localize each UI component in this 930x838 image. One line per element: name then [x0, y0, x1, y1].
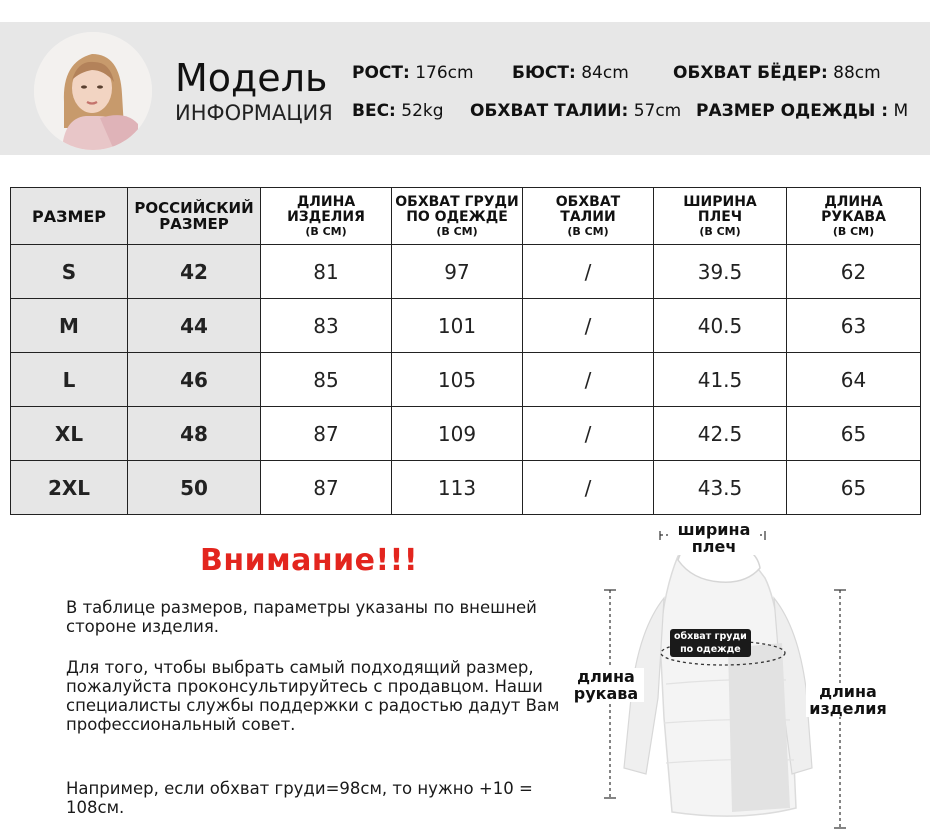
size-chart-table: [10, 187, 921, 515]
model-title: Модель: [175, 56, 328, 100]
stat-bust: БЮСТ: 84cm: [512, 63, 629, 83]
cell-shoulder: 42.5: [654, 407, 787, 461]
cell-length: 87: [261, 461, 392, 515]
cell-size: 2XL: [11, 461, 128, 515]
table-row: [11, 461, 921, 515]
cell-size: L: [11, 353, 128, 407]
cell-waist: /: [523, 299, 654, 353]
measurement-diagram: [560, 518, 930, 838]
model-avatar: [34, 32, 152, 150]
header-size: РАЗМЕР: [11, 188, 128, 245]
table-header-row: [11, 188, 921, 245]
cell-waist: /: [523, 461, 654, 515]
cell-chest: 101: [392, 299, 523, 353]
cell-size: M: [11, 299, 128, 353]
cell-waist: /: [523, 245, 654, 299]
cell-shoulder: 43.5: [654, 461, 787, 515]
cell-length: 85: [261, 353, 392, 407]
label-garment-length: длина изделия: [806, 683, 890, 717]
notice-paragraph-2: Для того, чтобы выбрать самый подходящий размер, пожалуйста проконсультируйтесь с продавцом. Наши специалисты службы поддержки с радостью дадут Вам профессиональный совет.: [66, 658, 560, 734]
cell-length: 81: [261, 245, 392, 299]
cell-length: 83: [261, 299, 392, 353]
header-waist: ОБХВАТ ТАЛИИ (В СМ): [523, 188, 654, 245]
cell-sleeve: 63: [787, 299, 921, 353]
cell-size: S: [11, 245, 128, 299]
table-row: [11, 299, 921, 353]
attention-heading: Внимание!!!: [200, 543, 419, 578]
header-length: ДЛИНА ИЗДЕЛИЯ (В СМ): [261, 188, 392, 245]
cell-length: 87: [261, 407, 392, 461]
cell-chest: 97: [392, 245, 523, 299]
cell-ru-size: 42: [128, 245, 261, 299]
cell-chest: 109: [392, 407, 523, 461]
header-shoulder: ШИРИНА ПЛЕЧ (В СМ): [654, 188, 787, 245]
cell-shoulder: 39.5: [654, 245, 787, 299]
cell-chest: 113: [392, 461, 523, 515]
table-row: [11, 245, 921, 299]
cell-ru-size: 48: [128, 407, 261, 461]
header-russian-size: РОССИЙСКИЙ РАЗМЕР: [128, 188, 261, 245]
label-chest-girth: обхват груди по одежде: [670, 629, 751, 657]
stat-weight: ВЕС: 52kg: [352, 101, 444, 121]
label-sleeve-length: длина рукава: [568, 668, 644, 702]
model-subtitle: ИНФОРМАЦИЯ: [175, 101, 333, 125]
label-shoulder-width: ширина плеч: [668, 521, 760, 555]
cell-ru-size: 44: [128, 299, 261, 353]
cell-sleeve: 64: [787, 353, 921, 407]
cell-chest: 105: [392, 353, 523, 407]
stat-waist: ОБХВАТ ТАЛИИ: 57cm: [470, 101, 682, 121]
stat-clothing-size: РАЗМЕР ОДЕЖДЫ : M: [696, 101, 909, 121]
cell-shoulder: 40.5: [654, 299, 787, 353]
cell-ru-size: 50: [128, 461, 261, 515]
header-chest: ОБХВАТ ГРУДИ ПО ОДЕЖДЕ (В СМ): [392, 188, 523, 245]
table-row: [11, 407, 921, 461]
cell-sleeve: 65: [787, 407, 921, 461]
model-info-banner: [0, 22, 930, 155]
model-portrait-icon: [34, 32, 152, 150]
stat-hips: ОБХВАТ БЁДЕР: 88cm: [673, 63, 881, 83]
cell-sleeve: 65: [787, 461, 921, 515]
cell-ru-size: 46: [128, 353, 261, 407]
cell-sleeve: 62: [787, 245, 921, 299]
cell-size: XL: [11, 407, 128, 461]
cell-waist: /: [523, 353, 654, 407]
cell-shoulder: 41.5: [654, 353, 787, 407]
header-sleeve: ДЛИНА РУКАВА (В СМ): [787, 188, 921, 245]
notice-paragraph-3: Например, если обхват груди=98см, то нужно +10 = 108см.: [66, 779, 533, 817]
cell-waist: /: [523, 407, 654, 461]
notice-paragraph-1: В таблице размеров, параметры указаны по внешней стороне изделия.: [66, 598, 537, 636]
table-row: [11, 353, 921, 407]
stat-height: РОСТ: 176cm: [352, 63, 474, 83]
